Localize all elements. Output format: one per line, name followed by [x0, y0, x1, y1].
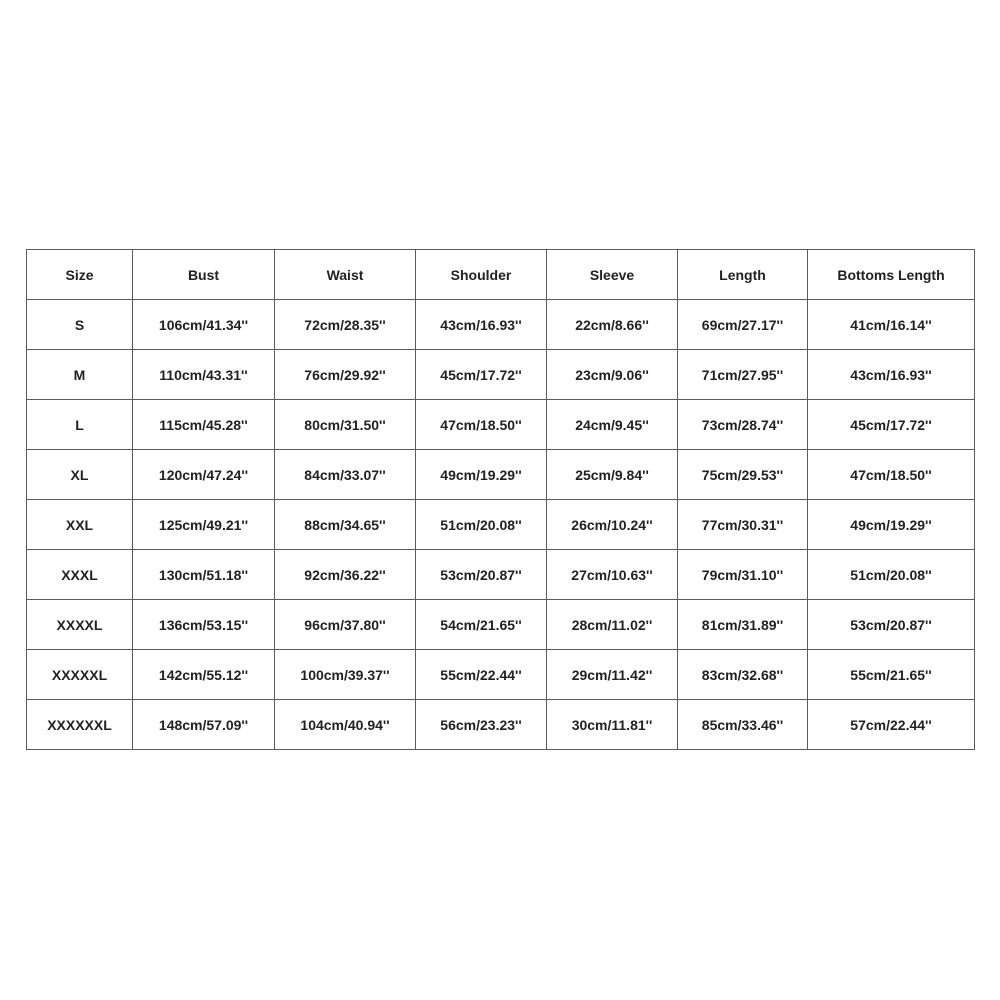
- cell-waist: 72cm/28.35'': [275, 300, 416, 350]
- header-bust: Bust: [133, 250, 275, 300]
- table-row: [27, 600, 975, 650]
- cell-waist: 96cm/37.80'': [275, 600, 416, 650]
- header-sleeve: Sleeve: [547, 250, 678, 300]
- cell-bust: 142cm/55.12'': [133, 650, 275, 700]
- cell-bottoms-length: 47cm/18.50'': [808, 450, 975, 500]
- cell-sleeve: 23cm/9.06'': [547, 350, 678, 400]
- cell-bust: 115cm/45.28'': [133, 400, 275, 450]
- table-row: [27, 450, 975, 500]
- cell-sleeve: 28cm/11.02'': [547, 600, 678, 650]
- cell-length: 81cm/31.89'': [678, 600, 808, 650]
- cell-shoulder: 53cm/20.87'': [416, 550, 547, 600]
- cell-size: XXL: [27, 500, 133, 550]
- cell-length: 69cm/27.17'': [678, 300, 808, 350]
- cell-shoulder: 49cm/19.29'': [416, 450, 547, 500]
- cell-waist: 76cm/29.92'': [275, 350, 416, 400]
- cell-waist: 80cm/31.50'': [275, 400, 416, 450]
- header-bottoms-length: Bottoms Length: [808, 250, 975, 300]
- cell-size: L: [27, 400, 133, 450]
- cell-bottoms-length: 51cm/20.08'': [808, 550, 975, 600]
- cell-length: 71cm/27.95'': [678, 350, 808, 400]
- cell-size: XXXXL: [27, 600, 133, 650]
- cell-bottoms-length: 41cm/16.14'': [808, 300, 975, 350]
- cell-length: 73cm/28.74'': [678, 400, 808, 450]
- cell-shoulder: 45cm/17.72'': [416, 350, 547, 400]
- cell-bottoms-length: 45cm/17.72'': [808, 400, 975, 450]
- cell-sleeve: 24cm/9.45'': [547, 400, 678, 450]
- table-row: [27, 650, 975, 700]
- header-waist: Waist: [275, 250, 416, 300]
- cell-bust: 148cm/57.09'': [133, 700, 275, 750]
- cell-bottoms-length: 55cm/21.65'': [808, 650, 975, 700]
- table-row: [27, 400, 975, 450]
- cell-size: XL: [27, 450, 133, 500]
- table-row: [27, 300, 975, 350]
- size-chart-header: [27, 250, 975, 300]
- cell-bust: 130cm/51.18'': [133, 550, 275, 600]
- header-row: [27, 250, 975, 300]
- cell-shoulder: 47cm/18.50'': [416, 400, 547, 450]
- cell-shoulder: 54cm/21.65'': [416, 600, 547, 650]
- cell-waist: 92cm/36.22'': [275, 550, 416, 600]
- header-size: Size: [27, 250, 133, 300]
- cell-shoulder: 56cm/23.23'': [416, 700, 547, 750]
- cell-size: XXXXXXL: [27, 700, 133, 750]
- cell-length: 77cm/30.31'': [678, 500, 808, 550]
- cell-waist: 100cm/39.37'': [275, 650, 416, 700]
- table-row: [27, 350, 975, 400]
- cell-size: S: [27, 300, 133, 350]
- cell-bottoms-length: 49cm/19.29'': [808, 500, 975, 550]
- cell-waist: 88cm/34.65'': [275, 500, 416, 550]
- cell-bust: 136cm/53.15'': [133, 600, 275, 650]
- cell-size: M: [27, 350, 133, 400]
- cell-sleeve: 30cm/11.81'': [547, 700, 678, 750]
- cell-bottoms-length: 53cm/20.87'': [808, 600, 975, 650]
- cell-length: 85cm/33.46'': [678, 700, 808, 750]
- size-chart-body: [27, 300, 975, 750]
- cell-sleeve: 26cm/10.24'': [547, 500, 678, 550]
- table-row: [27, 550, 975, 600]
- cell-sleeve: 29cm/11.42'': [547, 650, 678, 700]
- cell-waist: 104cm/40.94'': [275, 700, 416, 750]
- table-row: [27, 500, 975, 550]
- cell-bottoms-length: 57cm/22.44'': [808, 700, 975, 750]
- cell-sleeve: 27cm/10.63'': [547, 550, 678, 600]
- cell-waist: 84cm/33.07'': [275, 450, 416, 500]
- cell-length: 75cm/29.53'': [678, 450, 808, 500]
- cell-sleeve: 22cm/8.66'': [547, 300, 678, 350]
- cell-shoulder: 55cm/22.44'': [416, 650, 547, 700]
- table-row: [27, 700, 975, 750]
- cell-bust: 110cm/43.31'': [133, 350, 275, 400]
- cell-shoulder: 51cm/20.08'': [416, 500, 547, 550]
- cell-size: XXXL: [27, 550, 133, 600]
- cell-bust: 106cm/41.34'': [133, 300, 275, 350]
- header-shoulder: Shoulder: [416, 250, 547, 300]
- cell-bust: 120cm/47.24'': [133, 450, 275, 500]
- cell-length: 79cm/31.10'': [678, 550, 808, 600]
- cell-bottoms-length: 43cm/16.93'': [808, 350, 975, 400]
- size-chart-table: [26, 249, 975, 750]
- cell-size: XXXXXL: [27, 650, 133, 700]
- cell-length: 83cm/32.68'': [678, 650, 808, 700]
- cell-shoulder: 43cm/16.93'': [416, 300, 547, 350]
- cell-bust: 125cm/49.21'': [133, 500, 275, 550]
- cell-sleeve: 25cm/9.84'': [547, 450, 678, 500]
- header-length: Length: [678, 250, 808, 300]
